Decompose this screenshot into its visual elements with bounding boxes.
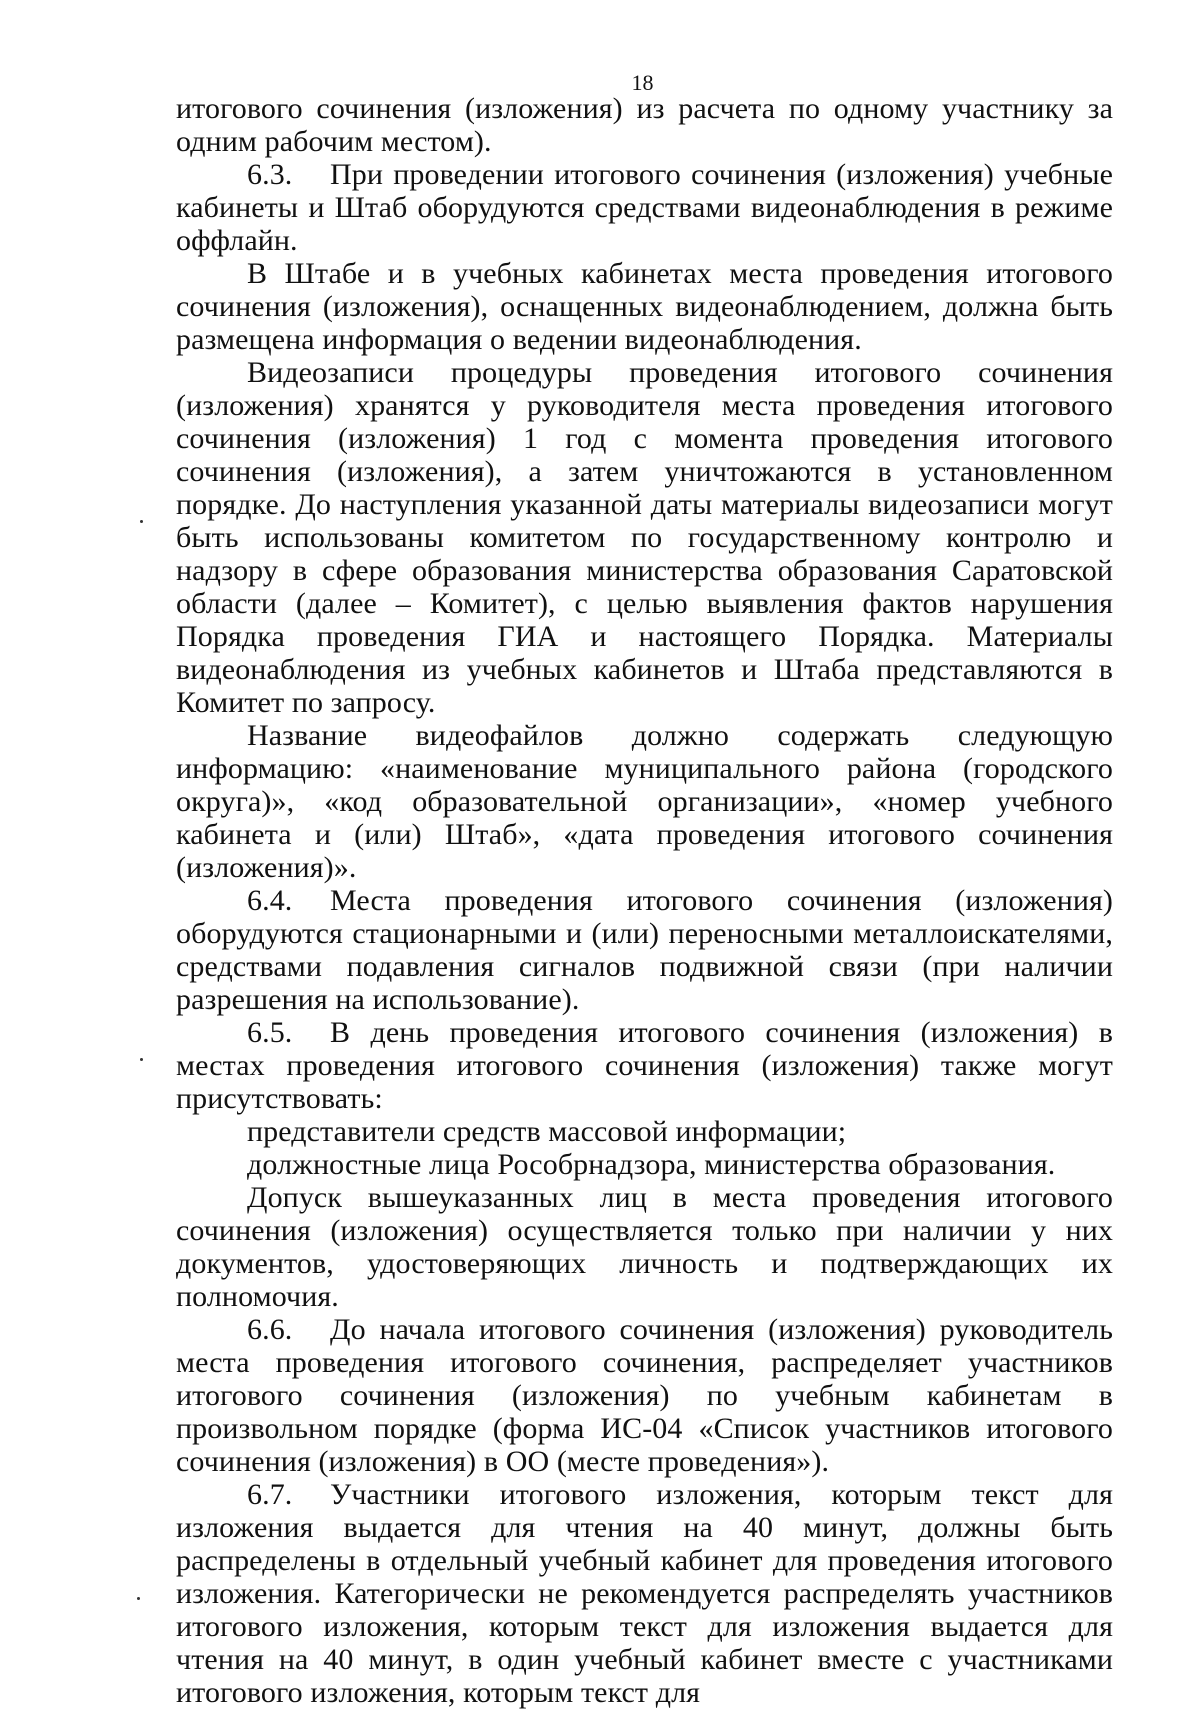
paragraph-text: В Штабе и в учебных кабинетах места проведения итогового сочинения (изложения), оснащенных видеонаблюдением, должна быть размещена информация о ведении видеонаблюдения. xyxy=(176,257,1113,356)
paragraph-p5 xyxy=(176,884,1113,1016)
scan-speck xyxy=(140,520,143,523)
document-body xyxy=(176,92,1113,1709)
paragraph-p7 xyxy=(176,1115,1113,1148)
paragraph-text: итогового сочинения (изложения) из расчета по одному участнику за одним рабочим местом). xyxy=(176,92,1113,158)
paragraph-text: Допуск вышеуказанных лиц в места проведения итогового сочинения (изложения) осуществляется только при наличии у них документов, удостоверяющих личность и подтверждающих их полномочия. xyxy=(176,1181,1113,1313)
paragraph-text: Видеозаписи процедуры проведения итогового сочинения (изложения) хранятся у руководителя места проведения итогового сочинения (изложения) 1 год с момента проведения итогового сочинения (изложения), а затем уничтожаются в установленном порядке. До наступления указанной даты материалы видеозаписи могут быть использованы комитетом по государственному контролю и надзору в сфере образования министерства образования Саратовской области (далее – Комитет), с целью выявления фактов нарушения Порядка проведения ГИА и настоящего Порядка. Материалы видеонаблюдения из учебных кабинетов и Штаба представляются в Комитет по запросу. xyxy=(176,356,1113,719)
paragraph-text: должностные лица Рособрнадзора, министерства образования. xyxy=(247,1148,1056,1181)
paragraph-p11 xyxy=(176,1478,1113,1709)
paragraph-p3 xyxy=(176,356,1113,719)
paragraph-text: До начала итогового сочинения (изложения) руководитель места проведения итогового сочинения, распределяет участников итогового сочинения (изложения) по учебным кабинетам в произвольном порядке (форма ИС-04 «Список участников итогового сочинения (изложения) в ОО (месте проведения»). xyxy=(176,1313,1113,1478)
paragraph-p4 xyxy=(176,719,1113,884)
paragraph-text: представители средств массовой информации; xyxy=(247,1115,847,1148)
clause-number: 6.6. xyxy=(247,1313,293,1346)
paragraph-p9 xyxy=(176,1181,1113,1313)
paragraph-text: При проведении итогового сочинения (изложения) учебные кабинеты и Штаб оборудуются средствами видеонаблюдения в режиме оффлайн. xyxy=(176,158,1113,257)
paragraph-p6 xyxy=(176,1016,1113,1115)
clause-number: 6.7. xyxy=(247,1478,293,1511)
scan-speck xyxy=(140,1058,143,1061)
page-number: 18 xyxy=(631,70,654,95)
paragraph-text: Название видеофайлов должно содержать следующую информацию: «наименование муниципального района (городского округа)», «код образовательной организации», «номер учебного кабинета и (или) Штаб», «дата проведения итогового сочинения (изложения)». xyxy=(176,719,1113,884)
paragraph-text: Участники итогового изложения, которым текст для изложения выдается для чтения на 40 минут, должны быть распределены в отдельный учебный кабинет для проведения итогового изложения. Категорически не рекомендуется распределять участников итогового изложения, которым текст для изложения выдается для чтения на 40 минут, в один учебный кабинет вместе с участниками итогового изложения, которым текст для xyxy=(176,1478,1113,1709)
paragraph-p0 xyxy=(176,92,1113,158)
paragraph-p8 xyxy=(176,1148,1113,1181)
paragraph-text: В день проведения итогового сочинения (изложения) в местах проведения итогового сочинения (изложения) также могут присутствовать: xyxy=(176,1016,1113,1115)
scan-speck xyxy=(137,1597,140,1600)
clause-number: 6.4. xyxy=(247,884,293,917)
paragraph-p10 xyxy=(176,1313,1113,1478)
paragraph-p1 xyxy=(176,158,1113,257)
paragraph-text: Места проведения итогового сочинения (изложения) оборудуются стационарными и (или) переносными металлоискателями, средствами подавления сигналов подвижной связи (при наличии разрешения на использование). xyxy=(176,884,1113,1016)
paragraph-p2 xyxy=(176,257,1113,356)
clause-number: 6.5. xyxy=(247,1016,293,1049)
clause-number: 6.3. xyxy=(247,158,293,191)
